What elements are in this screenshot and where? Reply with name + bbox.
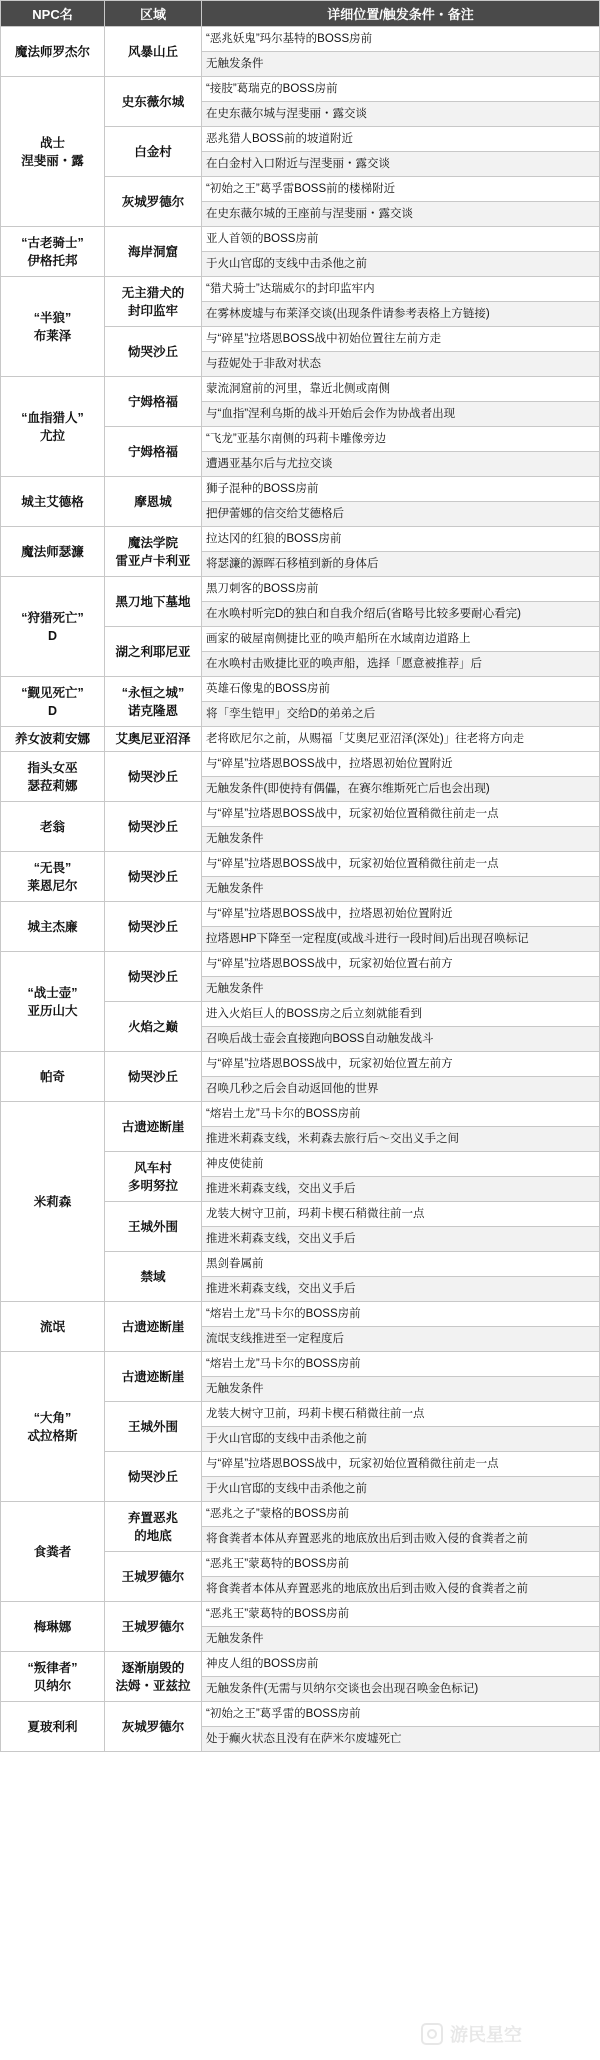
area-name: 火焰之巅 xyxy=(127,1019,178,1034)
npc-name-cell xyxy=(1,1652,105,1702)
area-name: 海岸洞窟 xyxy=(127,244,178,259)
trigger-condition: 流氓支线推进至一定程度后 xyxy=(202,1327,600,1352)
npc-name: 涅斐丽・露 xyxy=(21,153,84,168)
npc-name: 莱恩尼尔 xyxy=(27,878,78,893)
npc-name-cell xyxy=(1,952,105,1052)
npc-name: “血指猎人” xyxy=(21,410,84,425)
location-detail: 龙装大树守卫前，玛莉卡楔石稍微往前一点 xyxy=(202,1402,600,1427)
area-name: 多明努拉 xyxy=(127,1178,178,1193)
watermark-text: 游民星空 xyxy=(450,2025,522,2046)
trigger-condition: 无触发条件 xyxy=(202,1377,600,1402)
area-cell xyxy=(105,1302,202,1352)
location-detail: 进入火焰巨人的BOSS房之后立刻就能看到 xyxy=(202,1002,600,1027)
area-cell xyxy=(105,1602,202,1652)
npc-name-cell xyxy=(1,802,105,852)
area-name: 无主猎犬的 xyxy=(121,285,185,300)
trigger-condition: 把伊蕾娜的信交给艾德格后 xyxy=(202,502,600,527)
trigger-condition: 在白金村入口附近与涅斐丽・露交谈 xyxy=(202,152,600,177)
area-cell xyxy=(105,1002,202,1052)
trigger-condition: 于火山官邸的支线中击杀他之前 xyxy=(202,1427,600,1452)
npc-name-cell xyxy=(1,277,105,377)
area-name: 湖之利耶尼亚 xyxy=(115,644,191,659)
npc-name: 亚历山大 xyxy=(27,1003,78,1018)
npc-name-cell xyxy=(1,727,105,752)
npc-name: “大角” xyxy=(33,1410,72,1425)
npc-name: “战士壶” xyxy=(27,985,78,1000)
npc-name: “无畏” xyxy=(33,860,72,875)
location-detail: 英雄石像鬼的BOSS房前 xyxy=(202,677,600,702)
trigger-condition: 推进米莉森支线，米莉森去旅行后～交出义手之间 xyxy=(202,1127,600,1152)
npc-name: “半狼” xyxy=(33,310,72,325)
table-row xyxy=(1,277,600,302)
table-row xyxy=(1,1352,600,1377)
area-cell xyxy=(105,377,202,427)
trigger-condition: 将「孪生铠甲」交给D的弟弟之后 xyxy=(202,702,600,727)
trigger-condition: 推进米莉森支线，交出义手后 xyxy=(202,1277,600,1302)
table-row xyxy=(1,752,600,777)
area-cell xyxy=(105,77,202,127)
area-name: 艾奥尼亚沼泽 xyxy=(115,732,191,746)
npc-name: 夏玻利利 xyxy=(27,1719,78,1734)
npc-name-cell xyxy=(1,902,105,952)
trigger-condition: 推进米莉森支线，交出义手后 xyxy=(202,1227,600,1252)
trigger-condition: 处于癫火状态且没有在萨米尔废墟死亡 xyxy=(202,1727,600,1752)
npc-name-cell xyxy=(1,677,105,727)
area-cell xyxy=(105,227,202,277)
area-cell xyxy=(105,752,202,802)
trigger-condition: 与“血指”涅利乌斯的战斗开始后会作为协战者出现 xyxy=(202,402,600,427)
table-row xyxy=(1,477,600,502)
area-cell xyxy=(105,802,202,852)
npc-name-cell xyxy=(1,227,105,277)
location-detail: 恶兆猎人BOSS前的坡道附近 xyxy=(202,127,600,152)
npc-name-cell xyxy=(1,1102,105,1302)
npc-name: 伊格托邦 xyxy=(27,253,78,268)
npc-name-cell xyxy=(1,1602,105,1652)
table-header-row xyxy=(1,1,600,27)
trigger-condition: 推进米莉森支线，交出义手后 xyxy=(202,1177,600,1202)
npc-name: 米莉森 xyxy=(33,1194,72,1209)
area-cell xyxy=(105,952,202,1002)
table-row xyxy=(1,1702,600,1727)
npc-name-cell xyxy=(1,377,105,477)
area-cell xyxy=(105,677,202,727)
area-name: 恸哭沙丘 xyxy=(127,344,178,359)
area-cell xyxy=(105,627,202,677)
npc-name-cell xyxy=(1,27,105,77)
trigger-condition: 将食粪者本体从弃置恶兆的地底放出后到击败入侵的食粪者之前 xyxy=(202,1527,600,1552)
trigger-condition: 将瑟濂的源晖石移植到新的身体后 xyxy=(202,552,600,577)
location-detail: “猎犬骑士”达瑞威尔的封印监牢内 xyxy=(202,277,600,302)
area-name: 史东薇尔城 xyxy=(121,94,185,109)
area-cell xyxy=(105,1152,202,1202)
location-detail: 黑刀刺客的BOSS房前 xyxy=(202,577,600,602)
table-body xyxy=(1,27,600,1752)
area-name: 恸哭沙丘 xyxy=(127,869,178,884)
area-name: 恸哭沙丘 xyxy=(127,919,178,934)
area-cell xyxy=(105,1352,202,1402)
npc-name: 忒拉格斯 xyxy=(27,1428,78,1443)
npc-name-cell xyxy=(1,577,105,677)
table-row xyxy=(1,902,600,927)
trigger-condition: 无触发条件 xyxy=(202,977,600,1002)
location-detail: 蒙流洞窟前的河里，靠近北侧或南侧 xyxy=(202,377,600,402)
trigger-condition: 召唤几秒之后会自动返回他的世界 xyxy=(202,1077,600,1102)
npc-name: 城主艾德格 xyxy=(21,494,84,509)
location-detail: “恶兆妖鬼”玛尔基特的BOSS房前 xyxy=(202,27,600,52)
area-cell xyxy=(105,852,202,902)
area-cell xyxy=(105,277,202,327)
table-row xyxy=(1,527,600,552)
area-name: 宁姆格福 xyxy=(127,444,178,459)
npc-name: D xyxy=(47,703,58,718)
table-row xyxy=(1,802,600,827)
trigger-condition: 在史东薇尔城的王座前与涅斐丽・露交谈 xyxy=(202,202,600,227)
area-cell xyxy=(105,177,202,227)
npc-name: “叛律者” xyxy=(27,1660,78,1675)
area-name: 黑刀地下墓地 xyxy=(115,594,191,609)
npc-name: 贝纳尔 xyxy=(33,1678,72,1693)
area-name: 灰城罗德尔 xyxy=(121,194,185,209)
npc-name: 流氓 xyxy=(39,1319,65,1334)
location-detail: “恶兆王”蒙葛特的BOSS房前 xyxy=(202,1552,600,1577)
table-row xyxy=(1,1652,600,1677)
npc-name: 布莱泽 xyxy=(33,328,72,343)
area-name: 风车村 xyxy=(134,1160,172,1175)
trigger-condition: 在水唤村听完D的独白和自我介绍后(省略号比较多要耐心看完) xyxy=(202,602,600,627)
area-name: 恸哭沙丘 xyxy=(127,819,178,834)
table-row xyxy=(1,227,600,252)
area-name: 封印监牢 xyxy=(127,303,178,318)
npc-name: D xyxy=(47,628,58,643)
trigger-condition: 无触发条件 xyxy=(202,52,600,77)
area-cell xyxy=(105,577,202,627)
area-cell xyxy=(105,1052,202,1102)
area-cell xyxy=(105,527,202,577)
npc-name: 帕奇 xyxy=(39,1069,65,1084)
trigger-condition: 无触发条件 xyxy=(202,827,600,852)
table-row xyxy=(1,377,600,402)
location-detail: 神皮使徒前 xyxy=(202,1152,600,1177)
location-detail: 与“碎星”拉塔恩BOSS战中，玩家初始位置稍微往前走一点 xyxy=(202,1452,600,1477)
npc-name-cell xyxy=(1,77,105,227)
table-row xyxy=(1,1602,600,1627)
location-detail: “接肢”葛瑞克的BOSS房前 xyxy=(202,77,600,102)
trigger-condition: 无触发条件(即使持有偶儡，在赛尔维斯死亡后也会出现) xyxy=(202,777,600,802)
area-cell xyxy=(105,1652,202,1702)
area-name: 弃置恶兆 xyxy=(127,1510,178,1525)
location-detail: 黑剑眷属前 xyxy=(202,1252,600,1277)
npc-name: 老翁 xyxy=(39,819,65,834)
npc-name-cell xyxy=(1,1302,105,1352)
area-name: 灰城罗德尔 xyxy=(121,1719,185,1734)
location-detail: 与“碎星”拉塔恩BOSS战中，玩家初始位置左前方 xyxy=(202,1052,600,1077)
npc-name: “觐见死亡” xyxy=(21,685,84,700)
area-name: 古遗迹断崖 xyxy=(121,1119,185,1134)
npc-name: 魔法师瑟濂 xyxy=(21,544,84,559)
area-cell xyxy=(105,1102,202,1152)
trigger-condition: 在史东薇尔城与涅斐丽・露交谈 xyxy=(202,102,600,127)
area-name: 逐渐崩毁的 xyxy=(121,1660,185,1675)
npc-name: 战士 xyxy=(39,135,65,150)
area-cell xyxy=(105,27,202,77)
trigger-condition: 无触发条件 xyxy=(202,1627,600,1652)
table-row xyxy=(1,677,600,702)
area-name: 恸哭沙丘 xyxy=(127,769,178,784)
location-detail: 与“碎星”拉塔恩BOSS战中，玩家初始位置右前方 xyxy=(202,952,600,977)
area-name: 恸哭沙丘 xyxy=(127,1469,178,1484)
location-detail: “初始之王”葛孚雷的BOSS房前 xyxy=(202,1702,600,1727)
area-name: 古遗迹断崖 xyxy=(121,1319,185,1334)
header-details: 详细位置/触发条件・备注 xyxy=(202,1,600,27)
npc-name: “狩猎死亡” xyxy=(21,610,84,625)
area-name: 恸哭沙丘 xyxy=(127,969,178,984)
area-cell xyxy=(105,1252,202,1302)
npc-name-cell xyxy=(1,1502,105,1602)
npc-name: “古老骑士” xyxy=(21,235,84,250)
area-name: 宁姆格福 xyxy=(127,394,178,409)
area-name: 古遗迹断崖 xyxy=(121,1369,185,1384)
area-name: “永恒之城” xyxy=(121,685,185,700)
area-cell xyxy=(105,1502,202,1552)
area-name: 的地底 xyxy=(134,1528,172,1543)
npc-name-cell xyxy=(1,527,105,577)
trigger-condition: 拉塔恩HP下降至一定程度(或战斗进行一段时间)后出现召唤标记 xyxy=(202,927,600,952)
location-detail: 拉达冈的红狼的BOSS房前 xyxy=(202,527,600,552)
area-cell xyxy=(105,1202,202,1252)
location-detail: 神皮人组的BOSS房前 xyxy=(202,1652,600,1677)
area-name: 雷亚卢卡利亚 xyxy=(115,553,191,568)
npc-name: 养女波莉安娜 xyxy=(14,732,90,746)
area-cell xyxy=(105,1552,202,1602)
table-row xyxy=(1,77,600,102)
npc-name: 瑟菈莉娜 xyxy=(27,778,78,793)
location-detail: “恶兆王”蒙葛特的BOSS房前 xyxy=(202,1602,600,1627)
table-row xyxy=(1,727,600,752)
header-area: 区域 xyxy=(105,1,202,27)
location-detail: “恶兆之子”蒙格的BOSS房前 xyxy=(202,1502,600,1527)
location-detail: 与“碎星”拉塔恩BOSS战中，拉塔恩初始位置附近 xyxy=(202,752,600,777)
location-detail: 与“碎星”拉塔恩BOSS战中，玩家初始位置稍微往前走一点 xyxy=(202,852,600,877)
npc-name-cell xyxy=(1,852,105,902)
location-detail: 与“碎星”拉塔恩BOSS战中，拉塔恩初始位置附近 xyxy=(202,902,600,927)
npc-name-cell xyxy=(1,1052,105,1102)
table-row xyxy=(1,577,600,602)
area-cell xyxy=(105,127,202,177)
location-detail: 与“碎星”拉塔恩BOSS战中，玩家初始位置稍微往前走一点 xyxy=(202,802,600,827)
area-name: 摩恩城 xyxy=(134,494,172,509)
trigger-condition: 在雾林废墟与布莱泽交谈(出现条件请参考表格上方链接) xyxy=(202,302,600,327)
area-cell xyxy=(105,477,202,527)
table-row xyxy=(1,1302,600,1327)
location-detail: 画家的破屋南侧捷比亚的唤声船所在水域南边道路上 xyxy=(202,627,600,652)
area-cell xyxy=(105,1452,202,1502)
area-name: 王城外围 xyxy=(127,1419,178,1434)
location-detail: “飞龙”亚基尔南侧的玛莉卡雕像旁边 xyxy=(202,427,600,452)
area-cell xyxy=(105,1402,202,1452)
trigger-condition: 将食粪者本体从弃置恶兆的地底放出后到击败入侵的食粪者之前 xyxy=(202,1577,600,1602)
area-name: 王城罗德尔 xyxy=(121,1619,185,1634)
area-name: 王城外围 xyxy=(127,1219,178,1234)
area-name: 风暴山丘 xyxy=(127,44,178,59)
table-row xyxy=(1,1052,600,1077)
watermark-logo xyxy=(420,2018,590,2050)
npc-name: 食粪者 xyxy=(33,1544,72,1559)
location-detail: “熔岩土龙”马卡尔的BOSS房前 xyxy=(202,1102,600,1127)
trigger-condition: 遭遇亚基尔后与尤拉交谈 xyxy=(202,452,600,477)
location-detail: “熔岩土龙”马卡尔的BOSS房前 xyxy=(202,1352,600,1377)
location-detail: “初始之王”葛孚雷BOSS前的楼梯附近 xyxy=(202,177,600,202)
table-row xyxy=(1,1502,600,1527)
area-cell xyxy=(105,427,202,477)
table-row xyxy=(1,27,600,52)
trigger-condition: 无触发条件(无需与贝纳尔交谈也会出现召唤金色标记) xyxy=(202,1677,600,1702)
location-detail: 亚人首领的BOSS房前 xyxy=(202,227,600,252)
npc-name-cell xyxy=(1,752,105,802)
area-name: 王城罗德尔 xyxy=(121,1569,185,1584)
area-name: 白金村 xyxy=(134,144,172,159)
area-name: 恸哭沙丘 xyxy=(127,1069,178,1084)
location-detail: 龙装大树守卫前，玛莉卡楔石稍微往前一点 xyxy=(202,1202,600,1227)
npc-name-cell xyxy=(1,1352,105,1502)
header-npc: NPC名 xyxy=(1,1,105,27)
area-cell xyxy=(105,1702,202,1752)
table-row xyxy=(1,952,600,977)
trigger-condition: 于火山官邸的支线中击杀他之前 xyxy=(202,1477,600,1502)
trigger-condition: 与菈妮处于非敌对状态 xyxy=(202,352,600,377)
trigger-condition: 召唤后战士壶会直接跑向BOSS自动触发战斗 xyxy=(202,1027,600,1052)
npc-name: 城主杰廉 xyxy=(27,919,78,934)
npc-name: 指头女巫 xyxy=(27,760,78,775)
npc-name: 魔法师罗杰尔 xyxy=(14,44,90,59)
area-name: 魔法学院 xyxy=(127,535,178,550)
location-detail: “熔岩土龙”马卡尔的BOSS房前 xyxy=(202,1302,600,1327)
location-detail: 老将欧尼尔之前，从赐福「艾奥尼亚沼泽(深处)」往老将方向走 xyxy=(202,727,600,752)
area-cell xyxy=(105,902,202,952)
npc-name: 梅琳娜 xyxy=(33,1619,72,1634)
location-detail: 狮子混种的BOSS房前 xyxy=(202,477,600,502)
area-cell xyxy=(105,727,202,752)
area-cell xyxy=(105,327,202,377)
area-name: 禁域 xyxy=(140,1269,166,1284)
npc-name-cell xyxy=(1,477,105,527)
npc-name-cell xyxy=(1,1702,105,1752)
trigger-condition: 在水唤村击败捷比亚的唤声船，选择「愿意被推荐」后 xyxy=(202,652,600,677)
trigger-condition: 无触发条件 xyxy=(202,877,600,902)
trigger-condition: 于火山官邸的支线中击杀他之前 xyxy=(202,252,600,277)
table-row xyxy=(1,1102,600,1127)
area-name: 法姆・亚兹拉 xyxy=(115,1678,191,1693)
location-detail: 与“碎星”拉塔恩BOSS战中初始位置往左前方走 xyxy=(202,327,600,352)
area-name: 诺克隆恩 xyxy=(127,703,178,718)
table-row xyxy=(1,852,600,877)
npc-name: 尤拉 xyxy=(39,428,65,443)
